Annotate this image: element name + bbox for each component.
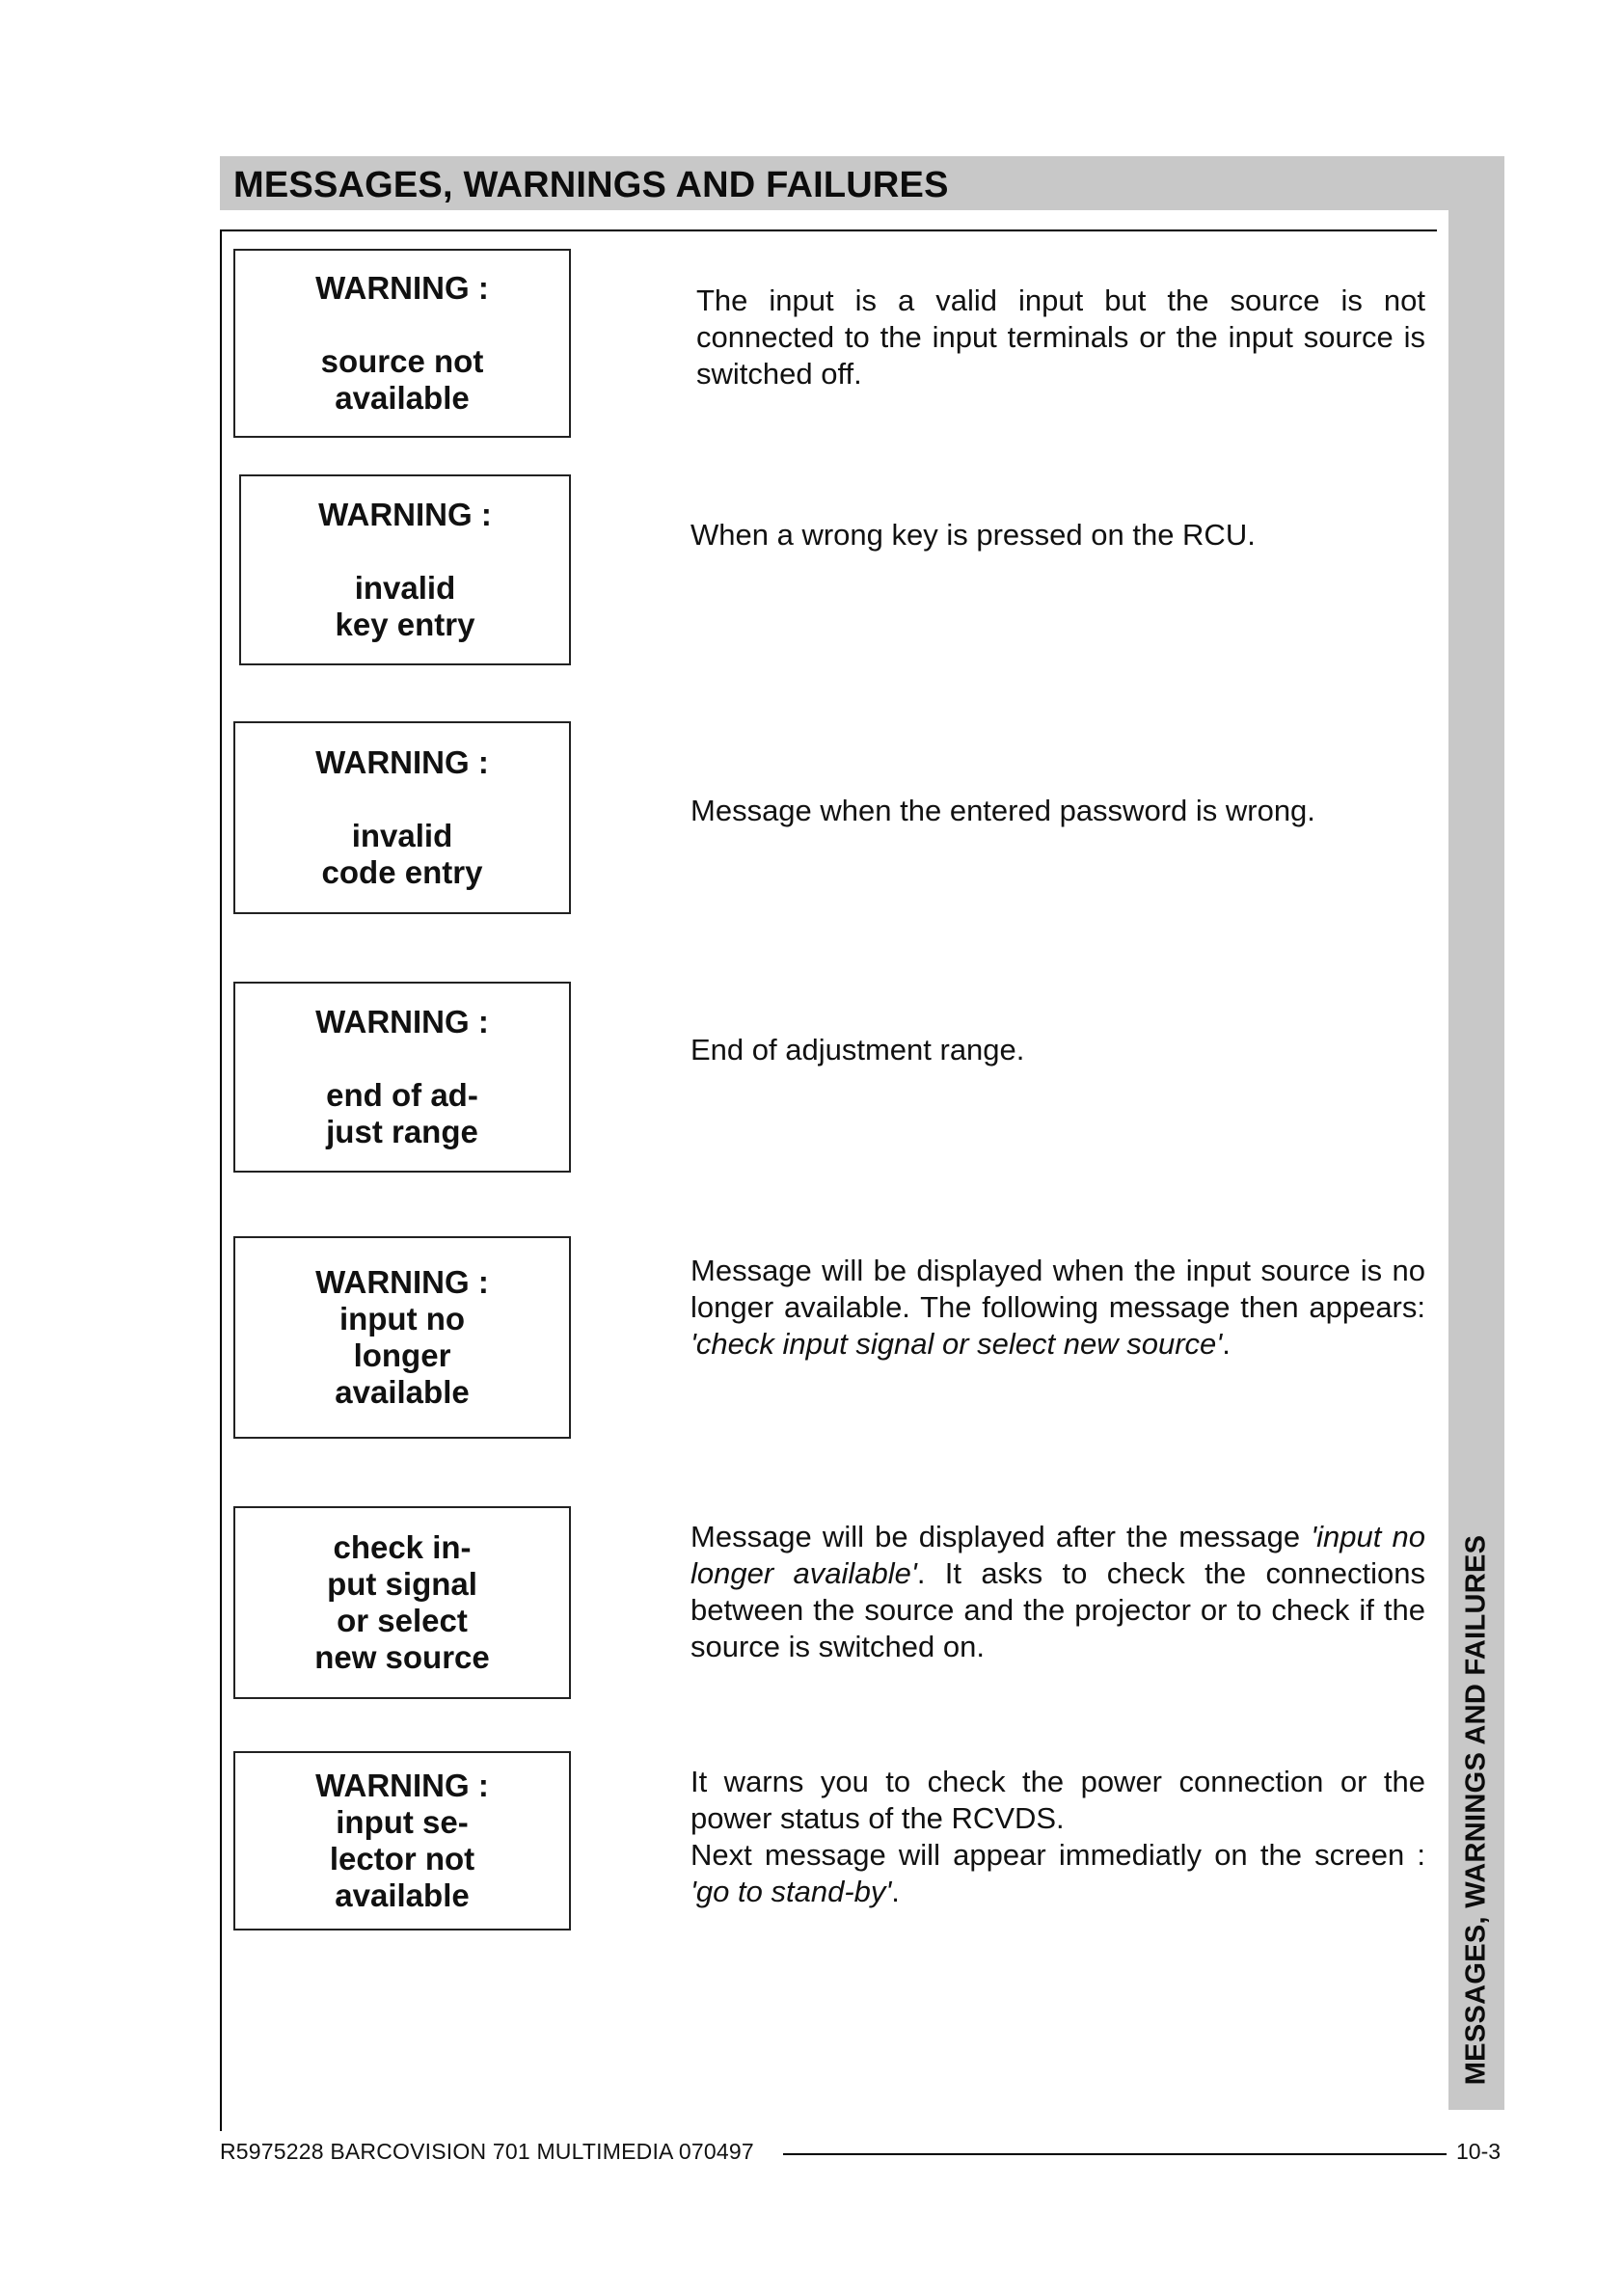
description-text: Message will be displayed after the message [690, 1520, 1312, 1553]
description-text: The input is a valid input but the source is not connected to the input terminals or the input source is switched off. [696, 284, 1425, 391]
message-box-line: or select [337, 1603, 468, 1638]
message-description [690, 793, 1425, 829]
message-box-line: new source [314, 1639, 490, 1675]
message-description [690, 1519, 1425, 1665]
message-box [233, 982, 571, 1173]
message-box-line: put signal [327, 1566, 477, 1602]
message-box-line: longer [353, 1337, 451, 1373]
message-box [233, 1236, 571, 1439]
header-divider [220, 230, 1437, 231]
message-box-line: WARNING : [315, 744, 489, 780]
message-box-line: WARNING : [315, 1768, 489, 1803]
message-box-line: WARNING : [315, 1264, 489, 1300]
description-text: . It asks to check the connections between the source and the projector or to check if the source is switched on. [690, 1556, 1425, 1663]
description-text: End of adjustment range. [690, 1033, 1025, 1066]
message-box-line: end of ad- [326, 1077, 478, 1113]
description-text: Message when the entered password is wrong. [690, 794, 1315, 827]
description-italic: 'check input signal or select new source' [690, 1327, 1223, 1361]
message-box [233, 1751, 571, 1930]
description-italic: 'input no longer available' [690, 1520, 1425, 1590]
message-box-line: lector not [329, 1841, 475, 1876]
message-box-line: input se- [336, 1804, 469, 1840]
left-margin-rule [220, 230, 222, 2131]
side-tab-title: MESSAGES, WARNINGS AND FAILURES [1460, 1534, 1492, 2086]
description-text: . [891, 1875, 900, 1908]
footer-rule [783, 2153, 1447, 2155]
message-box-line: WARNING : [315, 270, 489, 306]
message-box [233, 249, 571, 438]
description-text: Next message will appear immediatly on the screen : [690, 1838, 1425, 1872]
message-box [239, 474, 571, 665]
message-description [690, 1032, 1425, 1068]
message-box [233, 721, 571, 914]
message-box-line: key entry [335, 607, 475, 642]
message-description [690, 1764, 1425, 1910]
message-box-line: available [335, 380, 470, 416]
message-box [233, 1506, 571, 1699]
description-text: It warns you to check the power connection or the power status of the RCVDS. [690, 1765, 1425, 1835]
message-box-line: source not [320, 343, 484, 379]
page-title: MESSAGES, WARNINGS AND FAILURES [233, 165, 949, 205]
footer-document-reference: R5975228 BARCOVISION 701 MULTIMEDIA 070497 [220, 2139, 754, 2164]
message-box-line: code entry [321, 854, 483, 890]
message-box-line: check in- [333, 1529, 472, 1565]
message-box-line: invalid [351, 818, 453, 853]
message-description [696, 283, 1425, 392]
description-text: When a wrong key is pressed on the RCU. [690, 518, 1256, 552]
message-description [690, 517, 1425, 554]
description-text: Message will be displayed when the input source is no longer available. The following message then appears: [690, 1254, 1425, 1324]
message-box-line: available [335, 1877, 470, 1913]
message-box-line: WARNING : [318, 497, 492, 532]
description-text: . [1222, 1327, 1231, 1361]
message-description [690, 1253, 1425, 1363]
description-italic: 'go to stand-by' [690, 1875, 892, 1908]
message-box-line: WARNING : [315, 1004, 489, 1040]
message-box-line: input no [338, 1301, 466, 1336]
message-box-line: available [335, 1374, 470, 1410]
page-number: 10-3 [1456, 2139, 1502, 2164]
message-box-line: just range [326, 1114, 478, 1149]
message-box-line: invalid [354, 570, 456, 606]
